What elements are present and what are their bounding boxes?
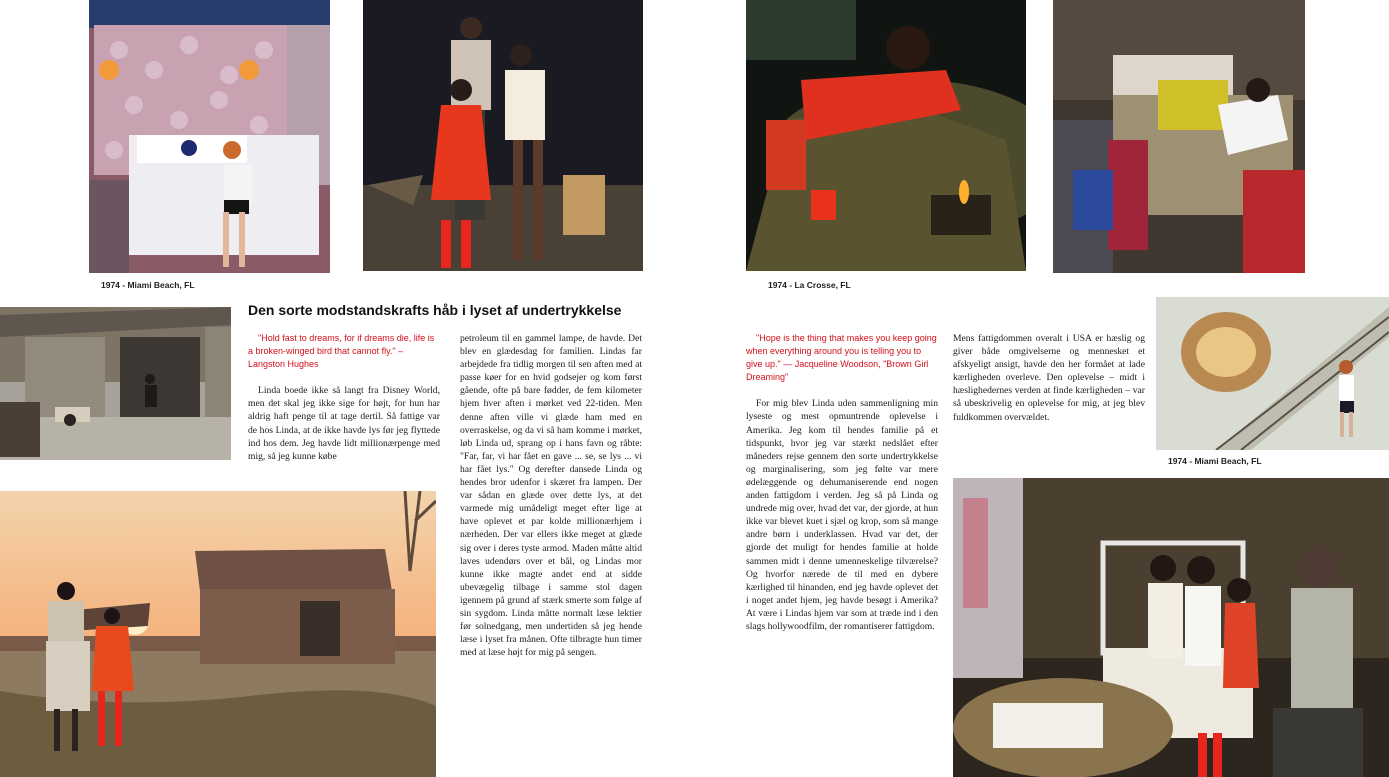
caption-lacrosse: 1974 - La Crosse, FL	[768, 280, 851, 290]
col1-paragraph: Linda boede ikke så langt fra Disney World, men det skal jeg ikke sige for højt, for hun har aldrig haft penge til at tage dertil. Så fattige var de hos Linda, at de ikke havde lys før jeg flyttede ind hos dem. Jeg havde lidt millionærpenge med mig, så jeg kunne købe	[248, 385, 440, 462]
col2-paragraph: petroleum til en gammel lampe, de havde. Det blev en glædesdag for familien. Lindas far arbejdede fra tidlig morgen til sen aften med at passe køer for en hvid godsejer og kom først gående, ofte på bare fødder, de fem kilometer hjem hver aften i mørket ved 22-tiden. Men denne aften ville vi glæde ham med en overraskelse, og da vi så ham komme i mørket, løb Linda ud, sprang op i hans favn og råbte: "Far, far, vi har fået en gave ... se, se lys ... vi har fået lys." Og derefter dansede Linda og hendes bror udenfor i skæret fra lampen. Der var sådan en glæde over dette lys, at det varmede mig umådeligt meget efter lige at have oplevet et par kolde millionærhjem i nærheden. Der var ellers ikke meget at glæde sig over i deres tyste armod. Maden måtte altid laves udendørs over et bål, og Lindas mor kunne ikke magte andet end at sidde ubevægelig tilbage i samme stol dagen igennem på grund af stærk smerte som følge af sin sygdom. Linda måtte normalt læse lektier før solnedgang, men undertiden så jeg hende læse i lyset fra månen. Ofte tilbragte hun timer med at læse højt for mig på sengen.	[460, 333, 642, 659]
text-column-4	[953, 332, 1145, 424]
photo-girl-bed-reading	[1053, 0, 1305, 273]
caption-miami-top: 1974 - Miami Beach, FL	[101, 280, 195, 290]
right-quote: "Hope is the thing that makes you keep going when everything around you is telling you to give up." — Jacqueline Woodson, "Brown Girl Dreaming"	[746, 333, 937, 383]
text-column-3	[746, 332, 938, 633]
left-quote: "Hold fast to dreams, for if dreams die, life is a broken-winged bird that cannot fly." – Langston Hughes	[248, 333, 435, 370]
text-column-2	[460, 332, 642, 659]
text-column-1	[248, 332, 440, 463]
photo-shack-yard	[0, 307, 231, 460]
photo-sunset-shack	[0, 491, 436, 777]
photo-staircase-chandelier	[1156, 297, 1389, 450]
photo-girl-lamp	[746, 0, 1026, 271]
article-headline: Den sorte modstandskrafts håb i lyset af undertrykkelse	[248, 302, 622, 318]
col3-paragraph: For mig blev Linda uden sammenligning min lyseste og mest opmuntrende oplevelse i Amerika. Jeg kom til hendes familie på et tidspunkt, hvor jeg var stærkt nedslået efter måneders rejse gennem den sorte undertrykkelse og marginalisering, som jeg følte var mere ødelæggende og dehumaniserende end nogen anden fattigdom i verden. Jeg så på Linda og undrede mig over, hvad det var, der gjorde, at hun ikke var blevet kuet i sjæl og krop, som så mange andre børn i underklassen. Hvad var det, der gjorde det muligt for hendes familie at holde sammen midt i denne umenneskelige tilværelse? Og hvorfor nærede de til med en dybere kærlighed til hinanden, end jeg havde oplevet det i noget andet hjem, jeg havde besøgt i Amerika? At være i Lindas hjem var som at træde ind i den slags hollywoodfilm, der romantiserer fattigdom.	[746, 398, 938, 632]
col4-paragraph: Mens fattigdommen overalt i USA er hæslig og giver både omgivelserne og mennesket et afskyeligt ansigt, havde den her formået at lade kærligheden overleve. Den oplevelse – midt i hæslighedernes verden at finde kærligheden – var så ubeskrivelig en oplevelse for mig, at jeg blev fuldkommen overvældet.	[953, 333, 1145, 423]
photo-family-bed	[953, 478, 1389, 777]
photo-family-night	[363, 0, 643, 271]
photo-bedroom-miami	[89, 0, 330, 273]
caption-miami-right: 1974 - Miami Beach, FL	[1168, 456, 1262, 466]
